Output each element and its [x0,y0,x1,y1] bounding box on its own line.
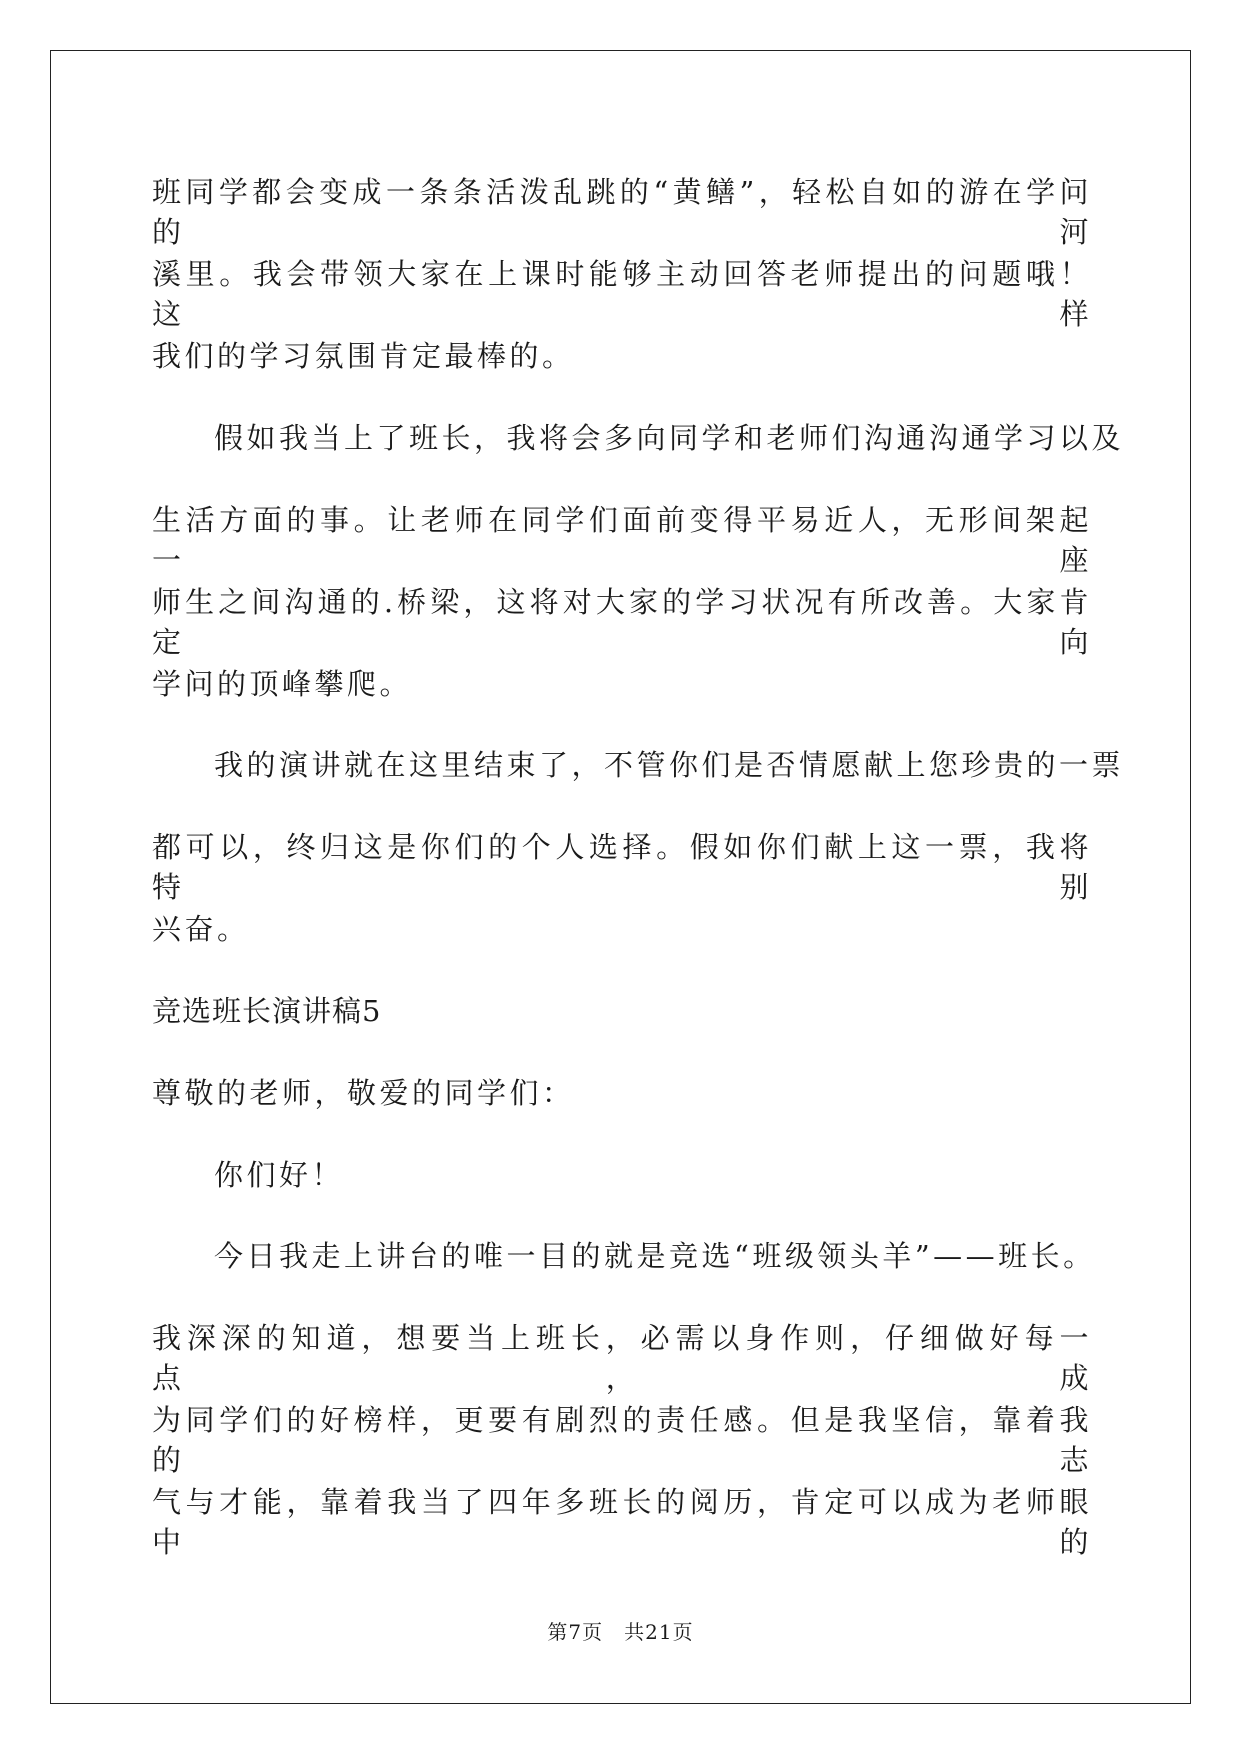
text-line: 我们的学习氛围肯定最棒的。 [152,339,575,373]
text-line: 假如我当上了班长，我将会多向同学和老师们沟通沟通学习以及 [214,421,1125,455]
text-line: 生活方面的事。让老师在同学们面前变得平易近人，无形间架起一座 [152,503,1092,577]
text-line: 今日我走上讲台的唯一目的就是竞选“班级领头羊”——班长。 [214,1239,1096,1273]
text-line: 我的演讲就在这里结束了，不管你们是否情愿献上您珍贵的一票 [214,748,1125,782]
salutation: 尊敬的老师，敬爱的同学们： [152,1076,575,1110]
text-line: 我深深的知道，想要当上班长，必需以身作则，仔细做好每一点，成 [152,1321,1092,1395]
greeting: 你们好！ [214,1158,345,1192]
text-line: 班同学都会变成一条条活泼乱跳的“黄鳝”，轻松自如的游在学问的河 [152,175,1092,249]
text-line: 兴奋。 [152,912,250,946]
text-line: 为同学们的好榜样，更要有剧烈的责任感。但是我坚信，靠着我的志 [152,1403,1092,1477]
text-line: 师生之间沟通的.桥梁，这将对大家的学习状况有所改善。大家肯定向 [152,585,1092,659]
text-line: 学问的顶峰攀爬。 [152,667,413,701]
text-line: 溪里。我会带领大家在上课时能够主动回答老师提出的问题哦！这样 [152,257,1092,331]
text-line: 气与才能，靠着我当了四年多班长的阅历，肯定可以成为老师眼中的 [152,1485,1092,1559]
section-heading: 竞选班长演讲稿5 [152,994,382,1028]
page-number: 第7页 共21页 [547,1620,694,1644]
text-line: 都可以，终归这是你们的个人选择。假如你们献上这一票，我将特别 [152,830,1092,904]
